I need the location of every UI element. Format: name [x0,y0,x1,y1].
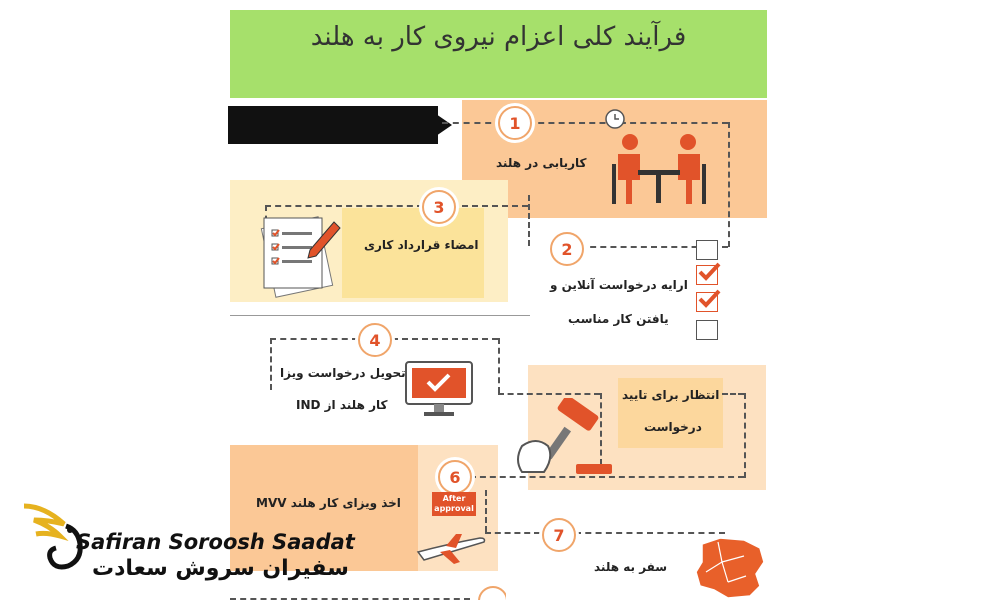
checkbox-empty [696,320,718,340]
checkbox-checked [696,265,718,285]
step-1-label: کاریابی در هلند [496,156,587,170]
step-4-label-line2: کار هلند از IND [296,398,388,412]
divider [230,315,530,316]
step-3-label: امضاء قرارداد کاری [364,238,479,252]
connector [270,338,358,340]
monitor-check-icon [404,360,474,424]
step-1-number: 1 [498,106,532,140]
step-5-label-line1: انتظار برای تایید [622,388,720,402]
connector [392,338,498,340]
page-title: فرآیند کلی اعزام نیروی کار به هلند [310,22,687,52]
connector [528,195,530,246]
step-2-label-line2: یافتن کار مناسب [568,312,669,326]
connector [498,393,600,395]
step-8-number-partial [478,586,506,600]
connector [485,532,540,534]
after-approval-badge: After approval [432,492,476,516]
connector [270,338,272,390]
step-5-label-line2: درخواست [644,420,702,434]
connector [575,532,725,534]
connector [265,205,423,207]
people-at-table-icon [608,130,710,212]
step-3-number: 3 [422,190,456,224]
step-2-number: 2 [550,232,584,266]
step-6-label: اخذ ویزای کار هلند MVV [256,496,401,510]
connector [528,122,728,124]
step-6-number: 6 [438,460,472,494]
step-4-label-line1: تحویل درخواست ویزا [280,366,406,380]
gavel-icon [514,398,614,488]
netherlands-map-icon [688,536,768,604]
connector [442,122,502,124]
step-7-number: 7 [542,518,576,552]
contract-pen-icon [248,208,346,304]
black-banner-pointer [436,114,452,136]
connector [722,393,744,395]
connector [498,338,500,393]
black-banner [228,106,438,144]
connector [744,393,746,478]
step3-inner-panel [342,208,484,298]
connector [728,122,730,247]
checkbox-checked [696,292,718,312]
step-4-number: 4 [358,323,392,357]
checkbox-empty [696,240,718,260]
connector [452,205,528,207]
logo-name-persian: سفیران سروش سعادت [92,556,349,581]
connector [485,490,487,532]
step-2-label-line1: ارایه درخواست آنلاین و [550,278,688,292]
airplane-icon [416,530,486,570]
logo-name-english: Safiran Soroosh Saadat [76,530,355,554]
step-7-label: سفر به هلند [594,560,668,574]
